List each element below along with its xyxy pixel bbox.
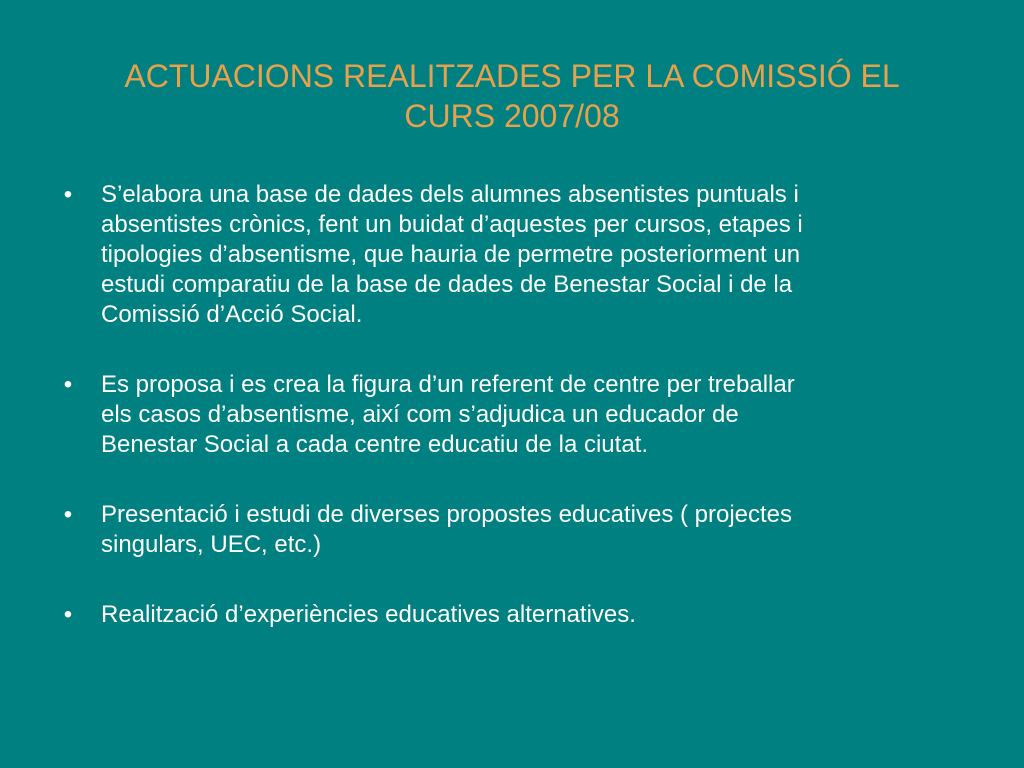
bullet-text-line: Presentació i estudi de diverses propostes educatives ( projectes	[101, 501, 793, 528]
bullet-text-line: tipologies d’absentisme, que hauria de permetre posteriorment un	[101, 241, 801, 268]
bullet-text-line: Es proposa i es crea la figura d’un referent de centre per treballar	[101, 371, 795, 398]
bullet-marker: •	[63, 371, 73, 398]
bullet-text-line: Benestar Social a cada centre educatiu de la ciutat.	[101, 431, 649, 458]
bullet-item-referent	[58, 370, 958, 460]
slide-title-line-2: CURS 2007/08	[404, 98, 620, 134]
bullet-text-line: absentistes crònics, fent un buidat d’aquestes per cursos, etapes i	[101, 211, 803, 238]
bullet-marker: •	[63, 601, 73, 628]
slide-title	[60, 56, 964, 136]
bullet-text-line: estudi comparatiu de la base de dades de Benestar Social i de la	[101, 271, 793, 298]
bullet-marker: •	[63, 181, 73, 208]
bullet-text-line: Comissió d’Acció Social.	[101, 301, 363, 328]
bullet-text-line: singulars, UEC, etc.)	[101, 531, 322, 558]
bullet-item-experiences	[58, 600, 958, 630]
bullet-item-database	[58, 180, 958, 330]
bullet-marker: •	[63, 501, 73, 528]
bullet-text-line: Realització d’experiències educatives alternatives.	[101, 601, 636, 628]
bullet-text-line: S’elabora una base de dades dels alumnes absentistes puntuals i	[101, 181, 799, 208]
bullet-list	[58, 180, 958, 630]
bullet-text-line: els casos d’absentisme, així com s’adjudica un educador de	[101, 401, 739, 428]
bullet-item-proposals	[58, 500, 958, 560]
slide-title-line-1: ACTUACIONS REALITZADES PER LA COMISSIÓ EL	[124, 58, 900, 94]
